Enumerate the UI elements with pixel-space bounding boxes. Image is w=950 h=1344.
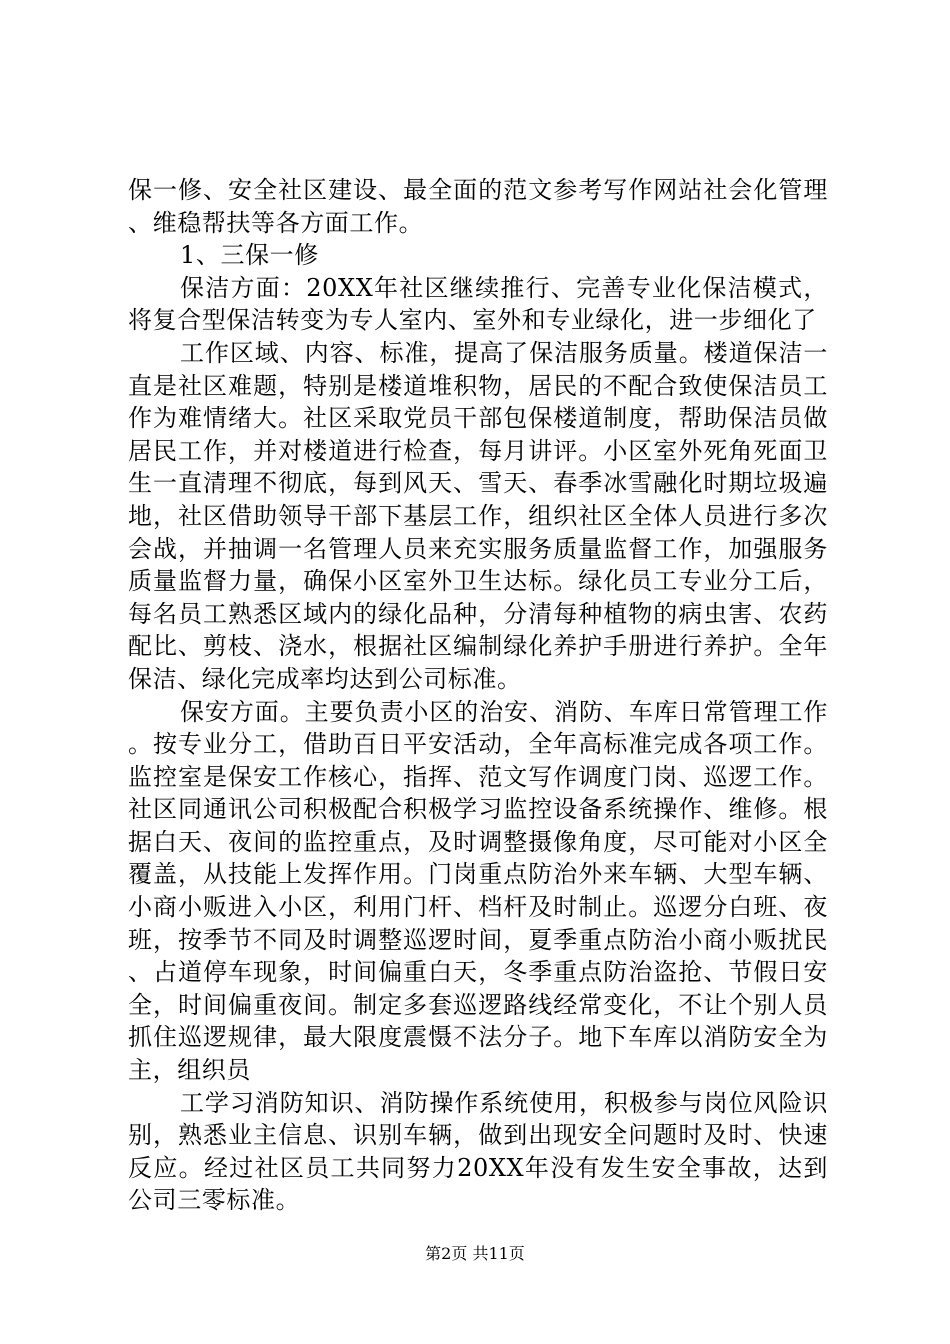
paragraph-4: 工作区域、内容、标准，提高了保洁服务质量。楼道保洁一直是社区难题，特别是楼道堆积物，居民的不配合致使保洁员工作为难情绪大。社区采取党员干部包保楼道制度，帮助保洁员做居民工作，并对楼道进行检查，每月讲评。小区室外死角死面卫生一直清理不彻底，每到风天、雪天、春季冰雪融化时期垃圾遍地，社区借助领导干部下基层工作，组织社区全体人员进行多次会战，并抽调一名管理人员来充实服务质量监督工作，加强服务质量监督力量，确保小区室外卫生达标。绿化员工专业分工后，每名员工熟悉区域内的绿化品种，分清每种植物的病虫害、农药配比、剪枝、浇水，根据社区编制绿化养护手册进行养护。全年保洁、绿化完成率均达到公司标准。 bbox=[128, 338, 828, 693]
paragraph-3: 保洁方面：20XX年社区继续推行、完善专业化保洁模式，将复合型保洁转变为专人室内、室外和专业绿化，进一步细化了 bbox=[128, 273, 828, 335]
paragraph-5: 保安方面。主要负责小区的治安、消防、车库日常管理工作。按专业分工，借助百日平安活动，全年高标准完成各项工作。监控室是保安工作核心，指挥、范文写作调度门岗、巡逻工作。社区同通讯公司积极配合积极学习监控设备系统操作、维修。根据白天、夜间的监控重点，及时调整摄像角度，尽可能对小区全覆盖，从技能上发挥作用。门岗重点防治外来车辆、大型车辆、小商小贩进入小区，利用门杆、档杆及时制止。巡逻分白班、夜班，按季节不同及时调整巡逻时间，夏季重点防治小商小贩扰民、占道停车现象，时间偏重白天，冬季重点防治盗抢、节假日安全，时间偏重夜间。制定多套巡逻路线经常变化，不让个别人员抓住巡逻规律，最大限度震慑不法分子。地下车库以消防安全为主，组织员 bbox=[128, 697, 828, 1085]
page-number-footer: 第2页 共11页 bbox=[425, 1244, 525, 1263]
paragraph-6: 工学习消防知识、消防操作系统使用，积极参与岗位风险识别，熟悉业主信息、识别车辆，做到出现安全问题时及时、快速反应。经过社区员工共同努力20XX年没有发生安全事故，达到公司三零标准。 bbox=[128, 1088, 828, 1215]
document-body bbox=[128, 174, 828, 1217]
paragraph-2: 1、三保一修 bbox=[180, 241, 319, 270]
paragraph-1: 保一修、安全社区建设、最全面的范文参考写作网站社会化管理、维稳帮扶等各方面工作。 bbox=[128, 176, 828, 237]
